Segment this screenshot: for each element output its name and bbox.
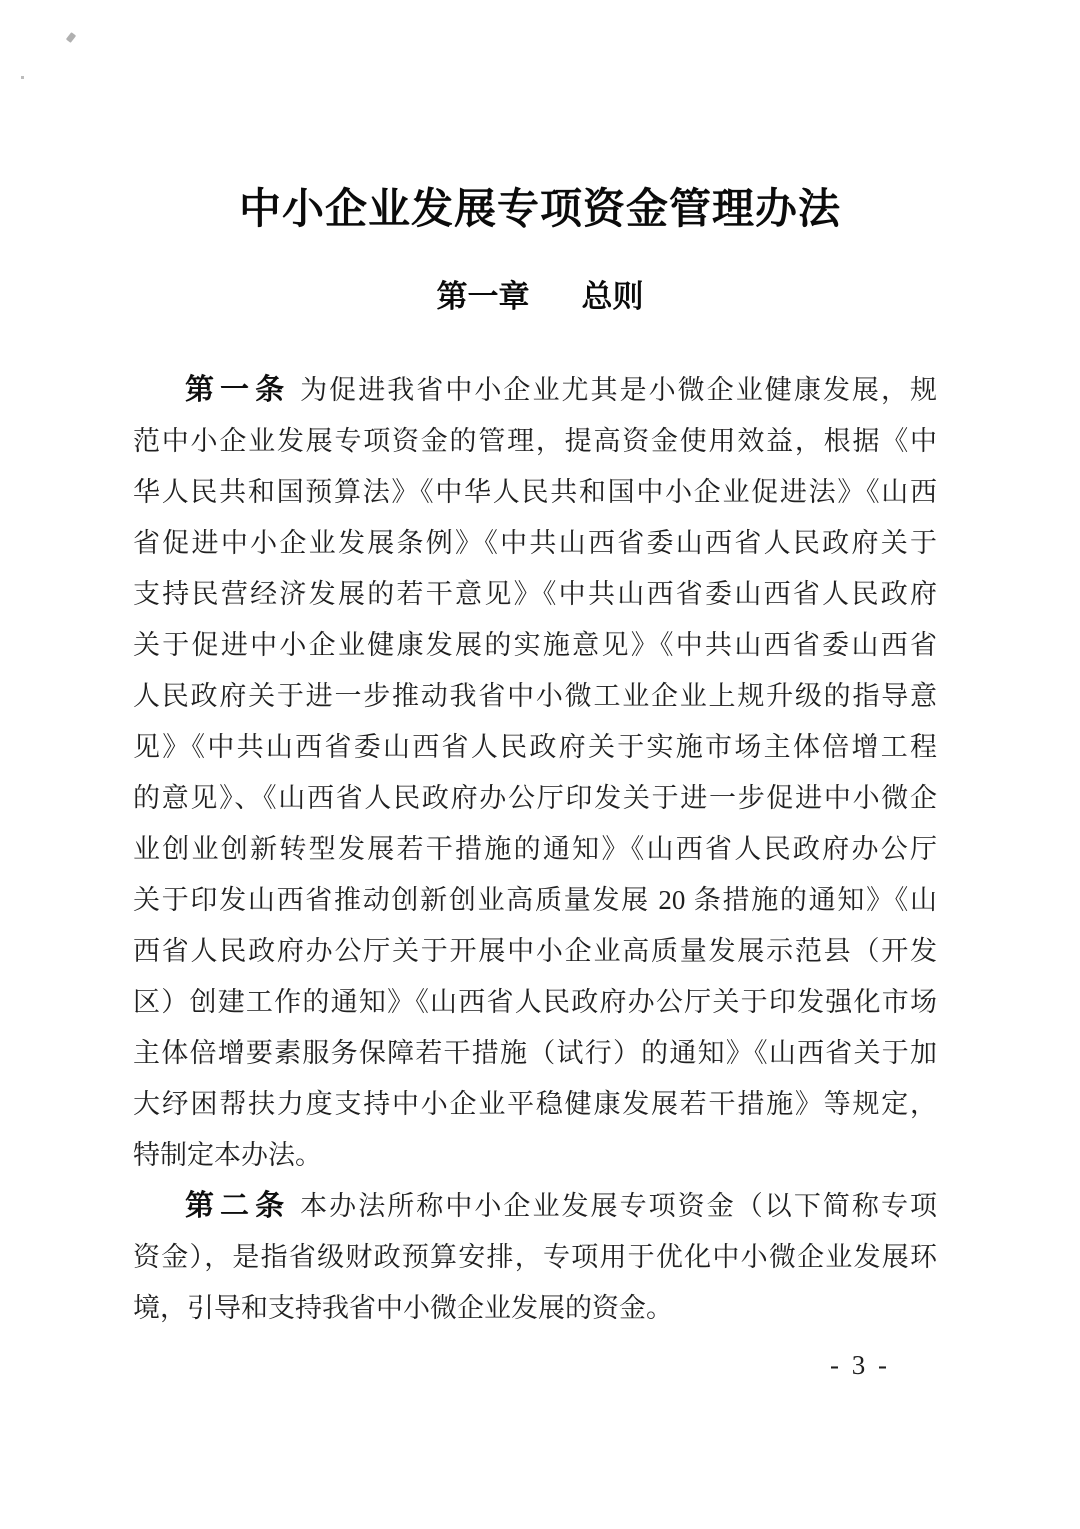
text-line: 大纾困帮扶力度支持中小企业平稳健康发展若干措施》等规定，: [133, 1089, 937, 1119]
text-line: 资金），是指省级财政预算安排，专项用于优化中小微企业发展环: [133, 1242, 937, 1272]
text-line: 关于促进中小企业健康发展的实施意见》《中共山西省委山西省: [133, 630, 937, 660]
line-text: 本办法所称中小企业发展专项资金（以下简称专项: [300, 1191, 937, 1221]
text-line: 业创业创新转型发展若干措施的通知》《山西省人民政府办公厅: [133, 834, 937, 864]
chapter-title: 总则: [581, 279, 644, 314]
text-line: 的意见》、《山西省人民政府办公厅印发关于进一步促进中小微企: [133, 783, 937, 813]
text-line: 特制定本办法。: [133, 1140, 322, 1170]
article-number: 第二条: [185, 1190, 291, 1222]
line-text: 为促进我省中小企业尤其是小微企业健康发展，规: [300, 375, 937, 405]
document-body: [133, 365, 937, 1334]
text-line: 区）创建工作的通知》《山西省人民政府办公厅关于印发强化市场: [133, 987, 937, 1017]
scan-artifact: [66, 32, 76, 43]
text-line: [133, 1181, 937, 1232]
chapter-number: 第一章: [436, 279, 530, 314]
text-line: 主体倍增要素服务保障若干措施（试行）的通知》《山西省关于加: [133, 1038, 937, 1068]
text-line: 支持民营经济发展的若干意见》《中共山西省委山西省人民政府: [133, 579, 937, 609]
text-line: 华人民共和国预算法》《中华人民共和国中小企业促进法》《山西: [133, 477, 937, 507]
text-line: 关于印发山西省推动创新创业高质量发展 20 条措施的通知》《山: [133, 885, 937, 915]
page-number: - 3 -: [830, 1350, 890, 1380]
text-line: 省促进中小企业发展条例》《中共山西省委山西省人民政府关于: [133, 528, 937, 558]
text-line: 范中小企业发展专项资金的管理，提高资金使用效益，根据《中: [133, 426, 937, 456]
text-line: 境，引导和支持我省中小微企业发展的资金。: [133, 1293, 673, 1323]
text-line: 见》《中共山西省委山西省人民政府关于实施市场主体倍增工程: [133, 732, 937, 762]
scan-artifact: [21, 76, 24, 79]
article-number: 第一条: [185, 374, 291, 406]
chapter-heading: [0, 280, 1080, 314]
text-line: [133, 365, 937, 416]
document-title: 中小企业发展专项资金管理办法: [238, 187, 841, 233]
text-line: 西省人民政府办公厅关于开展中小企业高质量发展示范县（开发: [133, 936, 937, 966]
text-line: 人民政府关于进一步推动我省中小微工业企业上规升级的指导意: [133, 681, 937, 711]
